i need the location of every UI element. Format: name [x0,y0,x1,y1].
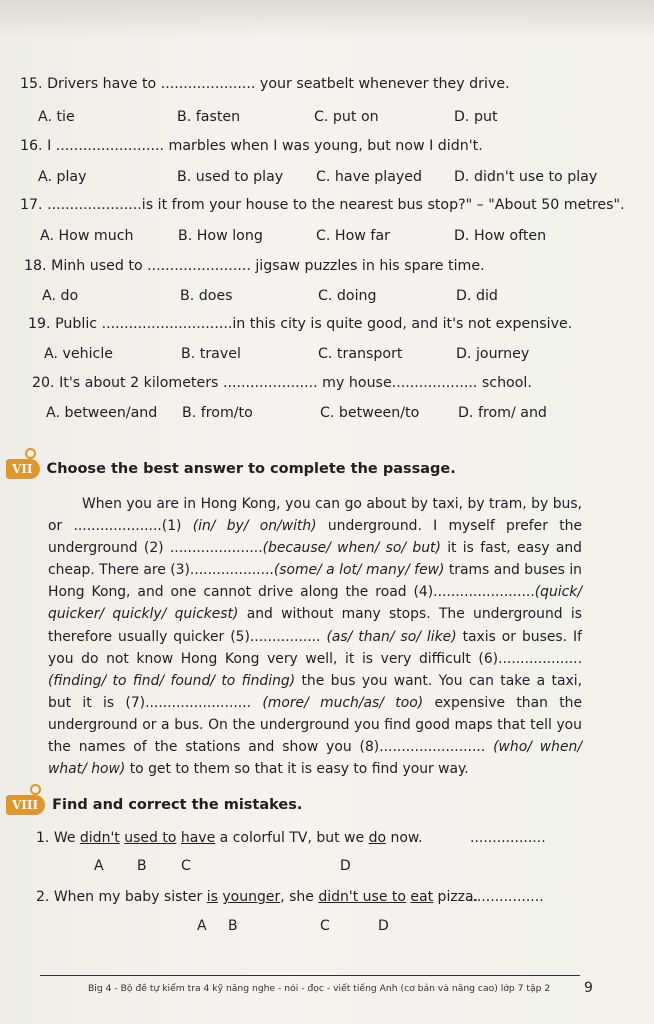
choice-options: (quick/ quicker/ quickly/ quickest) [48,584,582,623]
section-8-heading [6,795,302,815]
section-7-badge [6,459,40,479]
choice-options: (more/ much/as/ too) [262,694,424,711]
page-shadow [0,0,654,40]
answer-option[interactable]: A. tie [38,109,75,125]
choice-options: (because/ when/ so/ but) [262,540,441,557]
passage-text: taxis or buses. If you do not know Hong Kong very well, it is very difficult (6)................... [48,628,582,667]
sentence-text: now. [386,830,423,846]
option-letter: A [197,918,207,934]
question-stem: 16. I ........................ marbles when I was young, but now I didn't. [20,138,483,154]
option-letter: D [378,918,389,934]
passage-text: it is fast, easy and cheap. There are (3)................... [48,540,582,579]
underlined-part[interactable]: didn't use to [318,889,406,905]
underlined-part[interactable]: used to [124,830,177,846]
answer-blank[interactable]: ................. [468,889,544,905]
underlined-part[interactable]: eat [410,889,434,905]
option-letter: C [181,858,191,874]
answer-option[interactable]: D. did [456,288,498,304]
answer-option[interactable]: D. put [454,109,498,125]
sentence-text: When my baby sister [53,889,207,905]
answer-option[interactable]: A. vehicle [44,346,114,362]
passage-text: When you are in Hong Kong, you can go about by taxi, by tram, by bus, or ....................(1) [48,496,582,535]
question-stem: 20. It's about 2 kilometers ..................... my house................... school. [32,375,532,391]
answer-option[interactable]: D. didn't use to play [454,169,598,185]
item-number: 1. [36,830,54,846]
answer-option[interactable]: A. between/and [46,405,158,421]
answer-option[interactable]: D. How often [454,228,547,244]
passage-text: underground. I myself prefer the underground (2) ..................... [48,518,582,557]
choice-options: (as/ than/ so/ like) [326,628,457,645]
answer-option[interactable]: C. put on [314,109,379,125]
answer-blank[interactable]: ................. [470,830,546,846]
option-letter: B [137,858,147,874]
section-8-badge-label: VIII [12,798,39,812]
answer-option[interactable]: B. How long [178,228,263,244]
option-letter: D [340,858,351,874]
answer-option[interactable]: C. doing [318,288,377,304]
question-stem: 15. Drivers have to ..................... your seatbelt whenever they drive. [20,76,510,92]
option-letter: A [94,858,104,874]
answer-option[interactable]: B. from/to [182,405,253,421]
badge-ring-icon [30,784,41,795]
answer-option[interactable]: B. fasten [177,109,241,125]
choice-options: (finding/ to find/ found/ to finding) [48,672,296,689]
section-8-badge [6,795,45,815]
sentence-text: pizza. [433,889,479,905]
passage-text: expensive than the underground or a bus. On the underground you find good maps that tell you the names of the stations and show you (8)........................ [48,694,582,756]
page-number: 9 [584,980,593,996]
answer-option[interactable]: A. do [42,288,79,304]
section-7-badge-label: VII [12,462,33,476]
answer-option[interactable]: C. have played [316,169,423,185]
passage-text: and without many stops. The underground is therefore usually quicker (5)................ [48,606,582,645]
answer-option[interactable]: D. from/ and [458,405,547,421]
answer-option[interactable]: B. used to play [177,169,284,185]
mistake-sentence [36,830,423,846]
sentence-text: a colorful TV, but we [215,830,369,846]
answer-option[interactable]: C. between/to [320,405,420,421]
option-letter: B [228,918,238,934]
passage-text: to get to them so that it is easy to find your way. [125,761,469,778]
mistake-sentence [36,889,478,905]
passage-paragraph [48,493,582,780]
choice-options: (who/ when/ what/ how) [48,739,582,778]
option-letter: C [320,918,330,934]
answer-option[interactable]: A. play [38,169,87,185]
passage-text: the bus you want. You can take a taxi, but it is (7)........................ [48,672,582,711]
passage-text: trams and buses in Hong Kong, and one cannot drive along the road (4)....................... [48,562,582,601]
section-7-title: Choose the best answer to complete the passage. [46,461,456,477]
answer-option[interactable]: B. travel [181,346,241,362]
sentence-text: We [53,830,80,846]
answer-option[interactable]: D. journey [456,346,530,362]
answer-option[interactable]: A. How much [40,228,134,244]
passage [48,493,582,780]
underlined-part[interactable]: have [180,830,216,846]
question-stem: 17. .....................is it from your house to the nearest bus stop?" – "About 50 metres". [20,197,625,213]
footer-rule [40,975,580,976]
sentence-text: , she [280,889,319,905]
choice-options: (some/ a lot/ many/ few) [273,562,445,579]
underlined-part[interactable]: younger [222,889,281,905]
section-7-heading [6,459,456,479]
footer-text: Big 4 - Bộ đề tự kiểm tra 4 kỹ năng nghe - nói - đọc - viết tiếng Anh (cơ bản và nâng cao) lớp 7 tập 2 [88,983,551,994]
badge-ring-icon [25,448,36,459]
question-stem: 19. Public .............................in this city is quite good, and it's not expensive. [28,316,573,332]
underlined-part[interactable]: is [206,889,218,905]
choice-options: (in/ by/ on/with) [192,518,317,535]
answer-option[interactable]: C. How far [316,228,390,244]
answer-option[interactable]: C. transport [318,346,403,362]
answer-option[interactable]: B. does [180,288,233,304]
underlined-part[interactable]: do [368,830,387,846]
item-number: 2. [36,889,54,905]
section-8-title: Find and correct the mistakes. [52,797,303,813]
underlined-part[interactable]: didn't [79,830,120,846]
question-stem: 18. Minh used to ....................... jigsaw puzzles in his spare time. [24,258,485,274]
